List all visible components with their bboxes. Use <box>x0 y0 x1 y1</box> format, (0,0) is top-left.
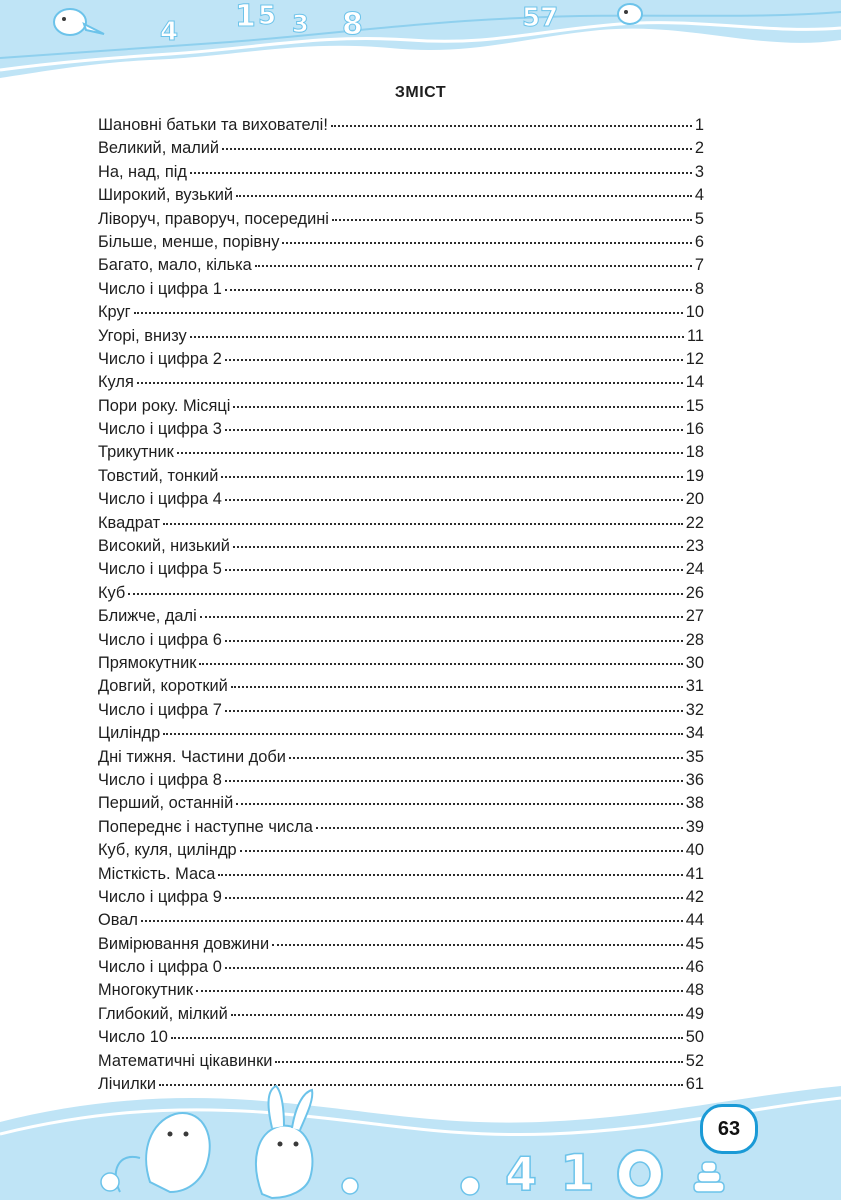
digit-5-icon: 5 <box>258 1 277 31</box>
table-of-contents <box>98 116 704 1098</box>
toc-entry <box>98 818 704 841</box>
toc-entry-title: Куля <box>98 373 134 392</box>
toc-entry-page: 61 <box>685 1075 704 1094</box>
dot-leader <box>134 312 683 314</box>
toc-entry-page: 26 <box>685 583 704 602</box>
toc-entry-page: 27 <box>685 607 704 626</box>
toc-entry-page: 4 <box>694 186 704 205</box>
toc-entry <box>98 1005 704 1028</box>
toc-entry <box>98 958 704 981</box>
toc-entry-title: Число і цифра 4 <box>98 490 222 509</box>
toc-entry-page: 32 <box>685 700 704 719</box>
toc-entry-page: 52 <box>685 1051 704 1070</box>
toc-entry-title: Вимірювання довжини <box>98 934 270 953</box>
dot-leader <box>240 850 683 852</box>
dot-leader <box>190 172 692 174</box>
dot-leader <box>282 242 691 244</box>
toc-entry-title: Квадрат <box>98 513 161 532</box>
page-number-badge: 63 <box>700 1104 758 1154</box>
toc-entry-title: Число і цифра 9 <box>98 887 222 906</box>
dot-leader <box>236 195 692 197</box>
dot-leader <box>225 569 683 571</box>
toc-entry-title: Циліндр <box>98 724 161 743</box>
toc-entry-title: Математичні цікавинки <box>98 1051 273 1070</box>
dot-leader <box>163 733 683 735</box>
toc-entry-title: Пори року. Місяці <box>98 396 231 415</box>
toc-entry-title: Місткість. Маса <box>98 864 216 883</box>
toc-entry <box>98 116 704 139</box>
page-title: ЗМІСТ <box>394 84 447 101</box>
toc-entry <box>98 514 704 537</box>
dot-leader <box>128 593 682 595</box>
toc-entry <box>98 560 704 583</box>
dot-leader <box>255 265 692 267</box>
toc-entry-title: Число і цифра 2 <box>98 349 222 368</box>
toc-entry <box>98 397 704 420</box>
toc-entry-page: 48 <box>685 981 704 1000</box>
toc-entry-title: Високий, низький <box>98 537 230 556</box>
dot-leader <box>316 827 683 829</box>
digit-5-7-icon: 57 <box>522 3 559 33</box>
dot-leader <box>225 359 683 361</box>
toc-entry-title: Куб, куля, циліндр <box>98 841 237 860</box>
toc-entry-page: 40 <box>685 841 704 860</box>
toc-entry-title: Довгий, короткий <box>98 677 228 696</box>
toc-entry-title: Число 10 <box>98 1028 168 1047</box>
dot-leader <box>275 1061 682 1063</box>
toc-entry-title: Ближче, далі <box>98 607 197 626</box>
toc-entry-page: 49 <box>685 1004 704 1023</box>
toc-entry-title: Більше, менше, порівну <box>98 232 280 251</box>
dot-leader <box>196 990 683 992</box>
dot-leader <box>171 1037 683 1039</box>
toc-entry-page: 5 <box>694 209 704 228</box>
dot-leader <box>225 289 692 291</box>
toc-entry <box>98 373 704 396</box>
toc-entry <box>98 139 704 162</box>
toc-entry <box>98 748 704 771</box>
toc-entry <box>98 584 704 607</box>
dot-leader <box>163 523 683 525</box>
toc-entry-page: 50 <box>685 1028 704 1047</box>
toc-entry-page: 11 <box>686 326 704 345</box>
toc-entry-title: Число і цифра 0 <box>98 958 222 977</box>
toc-entry-page: 6 <box>694 232 704 251</box>
dot-leader <box>141 920 683 922</box>
toc-entry-page: 1 <box>694 116 704 134</box>
toc-entry <box>98 935 704 958</box>
dot-leader <box>200 616 683 618</box>
dot-leader <box>231 686 683 688</box>
toc-entry-page: 46 <box>685 958 704 977</box>
toc-entry-page: 30 <box>685 653 704 672</box>
toc-entry <box>98 724 704 747</box>
toc-entry <box>98 911 704 934</box>
toc-entry <box>98 443 704 466</box>
toc-entry-page: 8 <box>694 279 704 298</box>
toc-entry-title: Число і цифра 8 <box>98 770 222 789</box>
dot-leader <box>199 663 682 665</box>
toc-entry-page: 28 <box>685 630 704 649</box>
toc-entry-title: На, над, під <box>98 162 187 181</box>
toc-entry <box>98 701 704 724</box>
toc-entry-title: Угорі, внизу <box>98 326 187 345</box>
toc-entry <box>98 888 704 911</box>
toc-entry <box>98 163 704 186</box>
dot-leader <box>225 780 683 782</box>
digit-4-icon: 4 <box>505 1147 538 1200</box>
toc-entry-title: Перший, останній <box>98 794 234 813</box>
toc-entry <box>98 420 704 443</box>
top-decorative-band <box>0 0 841 86</box>
toc-entry <box>98 1052 704 1075</box>
toc-entry-page: 10 <box>685 303 704 322</box>
toc-entry <box>98 631 704 654</box>
toc-entry-page: 19 <box>685 466 704 485</box>
toc-entry <box>98 677 704 700</box>
toc-entry-title: Овал <box>98 911 138 930</box>
dot-leader <box>331 125 692 127</box>
toc-entry-title: Число і цифра 6 <box>98 630 222 649</box>
toc-entry-title: Прямокутник <box>98 653 197 672</box>
dot-leader <box>225 640 683 642</box>
digit-8-icon: 8 <box>342 7 363 42</box>
dot-leader <box>225 429 683 431</box>
toc-entry-title: Шановні батьки та вихователі! <box>98 116 328 134</box>
dot-leader <box>225 710 683 712</box>
toc-entry <box>98 841 704 864</box>
dot-leader <box>225 967 683 969</box>
toc-entry-page: 41 <box>685 864 704 883</box>
toc-entry-title: Багато, мало, кілька <box>98 256 252 275</box>
toc-entry-title: Широкий, вузький <box>98 186 234 205</box>
toc-entry <box>98 303 704 326</box>
toc-entry-page: 39 <box>685 817 704 836</box>
dot-leader <box>231 1014 683 1016</box>
digit-1-icon: 1 <box>560 1144 595 1200</box>
toc-entry <box>98 537 704 560</box>
toc-entry-title: Великий, малий <box>98 139 220 158</box>
toc-entry-title: Товстий, тонкий <box>98 466 219 485</box>
toc-entry <box>98 771 704 794</box>
dot-leader <box>218 874 682 876</box>
toc-entry-page: 34 <box>685 724 704 743</box>
toc-entry <box>98 350 704 373</box>
toc-entry <box>98 794 704 817</box>
toc-entry-page: 15 <box>685 396 704 415</box>
toc-entry-page: 12 <box>685 349 704 368</box>
toc-entry-page: 24 <box>685 560 704 579</box>
toc-entry-page: 2 <box>694 139 704 158</box>
toc-entry-page: 18 <box>685 443 704 462</box>
toc-entry-title: Число і цифра 3 <box>98 420 222 439</box>
toc-entry-page: 45 <box>685 934 704 953</box>
digit-3-icon: 3 <box>292 10 309 38</box>
toc-entry-page: 42 <box>685 887 704 906</box>
toc-entry <box>98 210 704 233</box>
toc-entry-page: 38 <box>685 794 704 813</box>
toc-entry-page: 36 <box>685 770 704 789</box>
toc-entry-title: Куб <box>98 583 126 602</box>
toc-entry-title: Число і цифра 1 <box>98 279 222 298</box>
dot-leader <box>272 944 683 946</box>
toc-entry-title: Число і цифра 5 <box>98 560 222 579</box>
dot-leader <box>137 382 683 384</box>
toc-entry <box>98 607 704 630</box>
toc-entry <box>98 981 704 1004</box>
dot-leader <box>289 757 683 759</box>
dot-leader <box>332 219 692 221</box>
toc-entry <box>98 654 704 677</box>
toc-entry-title: Трикутник <box>98 443 174 462</box>
toc-entry-title: Ліворуч, праворуч, посередині <box>98 209 329 228</box>
digit-4-icon: 4 <box>160 17 179 47</box>
toc-entry-title: Лічилки <box>98 1075 156 1094</box>
dot-leader <box>190 336 684 338</box>
toc-entry-title: Глибокий, мілкий <box>98 1004 228 1023</box>
toc-entry-page: 20 <box>685 490 704 509</box>
toc-entry-page: 35 <box>685 747 704 766</box>
toc-entry <box>98 865 704 888</box>
dot-leader <box>225 499 683 501</box>
toc-entry <box>98 186 704 209</box>
toc-entry-page: 14 <box>685 373 704 392</box>
dot-leader <box>233 406 682 408</box>
toc-entry <box>98 280 704 303</box>
toc-entry-page: 23 <box>685 537 704 556</box>
toc-entry-page: 16 <box>685 420 704 439</box>
bird-icon <box>618 4 642 24</box>
toc-entry-title: Круг <box>98 303 131 322</box>
toc-entry <box>98 327 704 350</box>
toc-entry-title: Попереднє і наступне числа <box>98 817 313 836</box>
toc-entry-title: Многокутник <box>98 981 193 1000</box>
dot-leader <box>233 546 683 548</box>
toc-entry <box>98 256 704 279</box>
toc-entry <box>98 1028 704 1051</box>
toc-entry-page: 3 <box>694 162 704 181</box>
toc-entry-page: 44 <box>685 911 704 930</box>
toc-entry-title: Дні тижня. Частини доби <box>98 747 286 766</box>
toc-entry <box>98 490 704 513</box>
dot-leader <box>177 452 683 454</box>
dot-leader <box>236 803 683 805</box>
toc-entry <box>98 467 704 490</box>
toc-entry-title: Число і цифра 7 <box>98 700 222 719</box>
digit-1-icon: 1 <box>235 0 256 34</box>
toc-entry-page: 22 <box>685 513 704 532</box>
dot-leader <box>222 148 692 150</box>
dot-leader <box>221 476 682 478</box>
dot-leader <box>225 897 683 899</box>
toc-entry <box>98 233 704 256</box>
toc-entry-page: 7 <box>694 256 704 275</box>
toc-entry-page: 31 <box>685 677 704 696</box>
digit-0-icon <box>618 1150 662 1198</box>
